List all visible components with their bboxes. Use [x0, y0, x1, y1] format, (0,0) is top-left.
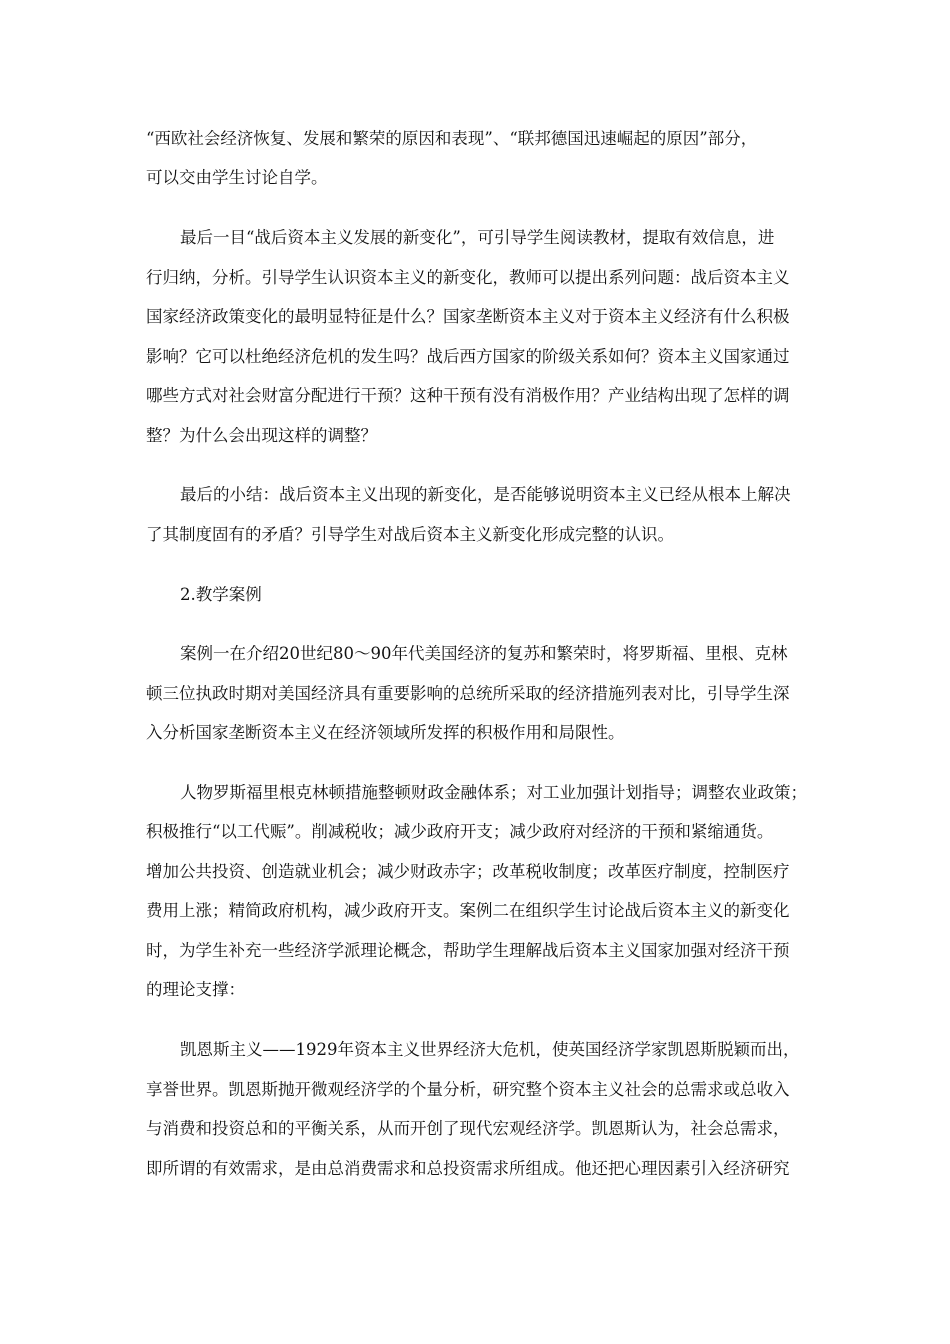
text-line: 哪些方式对社会财富分配进行干预？这种干预有没有消极作用？产业结构出现了怎样的调	[146, 386, 790, 405]
text-line: 时，为学生补充一些经济学派理论概念，帮助学生理解战后资本主义国家加强对经济干预	[146, 941, 790, 960]
text-line: 国家经济政策变化的最明显特征是什么？国家垄断资本主义对于资本主义经济有什么积极	[146, 307, 790, 326]
text-line: 整？为什么会出现这样的调整？	[146, 426, 377, 445]
text-line: 与消费和投资总和的平衡关系，从而开创了现代宏观经济学。凯恩斯认为，社会总需求，	[146, 1119, 790, 1138]
text-line: 享誉世界。凯恩斯抛开微观经济学的个量分析，研究整个资本主义社会的总需求或总收入	[146, 1080, 790, 1099]
paragraph-start-line: 人物罗斯福里根克林顿措施整顿财政金融体系；对工业加强计划指导；调整农业政策；	[180, 783, 807, 802]
text-line: 可以交由学生讨论自学。	[146, 168, 328, 187]
section-heading: 2.教学案例	[180, 585, 262, 604]
text-line: 顿三位执政时期对美国经济具有重要影响的总统所采取的经济措施列表对比，引导学生深	[146, 684, 790, 703]
text-line: 入分析国家垄断资本主义在经济领域所发挥的积极作用和局限性。	[146, 723, 625, 742]
text-line: “西欧社会经济恢复、发展和繁荣的原因和表现”、“联邦德国迅速崛起的原因”部分，	[146, 129, 758, 148]
text-line: 影响？它可以杜绝经济危机的发生吗？战后西方国家的阶级关系如何？资本主义国家通过	[146, 347, 790, 366]
paragraph-start-line: 最后一目“战后资本主义发展的新变化”，可引导学生阅读教材，提取有效信息，进	[180, 228, 775, 247]
text-line: 即所谓的有效需求，是由总消费需求和总投资需求所组成。他还把心理因素引入经济研究	[146, 1159, 790, 1178]
paragraph-start-line: 最后的小结：战后资本主义出现的新变化，是否能够说明资本主义已经从根本上解决	[180, 485, 791, 504]
text-line: 费用上涨；精简政府机构，减少政府开支。案例二在组织学生讨论战后资本主义的新变化	[146, 901, 790, 920]
text-line: 行归纳，分析。引导学生认识资本主义的新变化，教师可以提出系列问题：战后资本主义	[146, 268, 790, 287]
text-line: 增加公共投资、创造就业机会；减少财政赤字；改革税收制度；改革医疗制度，控制医疗	[146, 862, 790, 881]
paragraph-start-line: 凯恩斯主义——1929年资本主义世界经济大危机，使英国经济学家凯恩斯脱颖而出，	[180, 1040, 800, 1059]
text-line: 积极推行“以工代赈”。削减税收；减少政府开支；减少政府对经济的干预和紧缩通货。	[146, 822, 774, 841]
paragraph-start-line: 案例一在介绍20世纪80～90年代美国经济的复苏和繁荣时，将罗斯福、里根、克林	[180, 644, 788, 663]
text-line: 的理论支撑：	[146, 980, 245, 999]
text-line: 了其制度固有的矛盾？引导学生对战后资本主义新变化形成完整的认识。	[146, 525, 674, 544]
